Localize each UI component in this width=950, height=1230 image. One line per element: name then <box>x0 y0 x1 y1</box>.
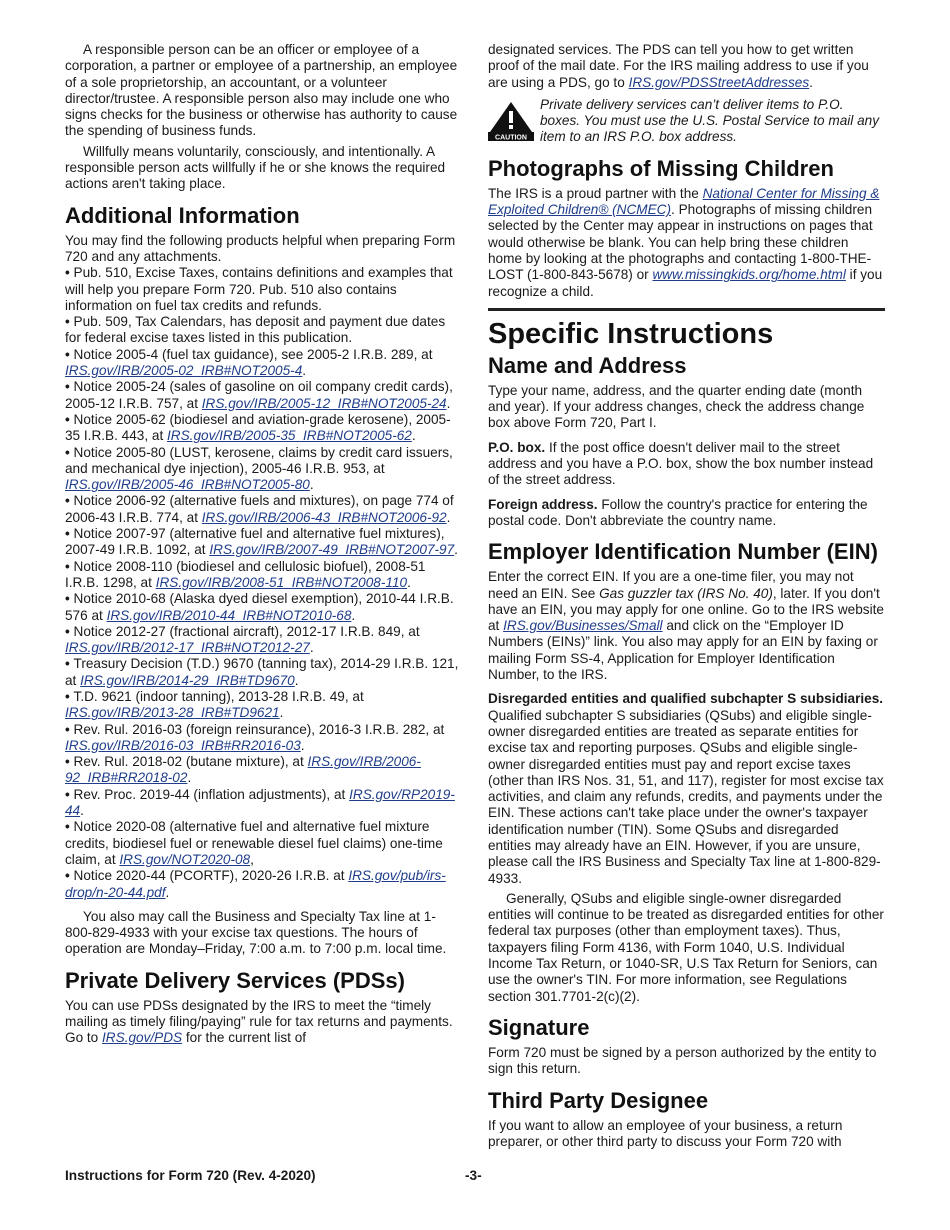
page-footer <box>65 1168 885 1183</box>
ein-paragraph: Enter the correct EIN. If you are a one-time filer, you may not need an EIN. See Gas guzzler tax (IRS No. 40), later. If you don't have an EIN, you may apply for one online. Go to the IRS website at IRS.gov/Businesses/Small and click on the “Employer ID Numbers (EINs)” link. You also may apply for an EIN by faxing or mailing Form SS-4, Application for Employer Identification Number, to the IRS. <box>488 569 884 683</box>
list-item: • Notice 2020-08 (alternative fuel and alternative fuel mixture credits, biodiesel fuel or renewable diesel fuel claims) one-time claim, at IRS.gov/NOT2020-08, <box>65 819 443 867</box>
bullet-icon: • <box>65 868 74 884</box>
products-bullet-list <box>65 265 462 901</box>
page-number: -3- <box>465 1168 482 1183</box>
reference-link[interactable]: IRS.gov/IRB/2014-29_IRB#TD9670 <box>80 672 295 688</box>
reference-link[interactable]: IRS.gov/IRB/2005-12_IRB#NOT2005-24 <box>201 395 447 411</box>
call-paragraph: You also may call the Business and Specialty Tax line at 1-800-829-4933 with your excise tax questions. The hours of operation are Monday–Friday, 7:00 a.m. to 7:00 p.m. local time. <box>65 908 447 957</box>
footer-title: Instructions for Form 720 (Rev. 4-2020) <box>65 1168 316 1183</box>
bullet-icon: • <box>65 786 74 802</box>
businesses-small-link[interactable]: IRS.gov/Businesses/Small <box>503 618 663 634</box>
list-item: • Notice 2005-4 (fuel tax guidance), see 2005-2 I.R.B. 289, at IRS.gov/IRB/2005-02_IRB#NOT2005-4. <box>65 346 433 379</box>
reference-link[interactable]: IRS.gov/IRB/2007-49_IRB#NOT2007-97 <box>209 542 455 558</box>
third-party-heading: Third Party Designee <box>488 1087 709 1113</box>
reference-link[interactable]: IRS.gov/IRB/2010-44_IRB#NOT2010-68 <box>106 607 352 623</box>
willfully-paragraph: Willfully means voluntarily, consciously, and intentionally. A responsible person acts willfully if he or she knows the required actions aren't taking place. <box>65 143 446 192</box>
bullet-icon: • <box>65 493 74 509</box>
ncmec-link[interactable]: National Center for Missing & Exploited Children® (NCMEC) <box>488 185 880 218</box>
bullet-icon: • <box>65 819 74 835</box>
pds-paragraph: You can use PDSs designated by the IRS to meet the “timely mailing as timely filing/paying” rule for tax returns and payments. Go to IRS.gov/PDS for the current list of <box>65 997 453 1046</box>
bullet-icon: • <box>65 444 74 460</box>
list-item: • Notice 2012-27 (fractional aircraft), 2012-17 I.R.B. 849, at IRS.gov/IRB/2012-17_IRB#NOT2012-27. <box>65 623 420 656</box>
right-column <box>488 42 885 1150</box>
signature-paragraph: Form 720 must be signed by a person authorized by the entity to sign this return. <box>488 1044 877 1077</box>
disregarded-entities-paragraph: Disregarded entities and qualified subchapter S subsidiaries. Qualified subchapter S subsidiaries (QSubs) and eligible single-owner disregarded entities are treated as separate entities for excise tax and reporting purposes. QSubs and eligible single-owner disregarded entities must pay and report excise taxes (other than IRS Nos. 31, 51, and 117), register for most excise tax activities, and claim any refunds, credits, and payments under the EIN. These actions can't take place under the owner's taxpayer identification number (TIN). Some QSubs and disregarded entities may already have an EIN. However, if you are unsure, please call the IRS Business and Specialty Tax line at 1-800-829-4933. <box>488 691 884 886</box>
list-item: • Pub. 509, Tax Calendars, has deposit and payment due dates for federal excise taxes listed in this publication. <box>65 314 446 346</box>
list-item: • Treasury Decision (T.D.) 9670 (tanning tax), 2014-29 I.R.B. 121, at IRS.gov/IRB/2014-29_IRB#TD9670. <box>65 656 459 688</box>
responsible-person-paragraph: A responsible person can be an officer or employee of a corporation, a partner or employee of a partnership, an employee of a sole proprietorship, an accountant, or a volunteer director/trustee. A responsible person also may include one who signs checks for the business or otherwise has authority to cause the spending of business funds. <box>65 42 458 139</box>
bullet-icon: • <box>65 314 74 330</box>
bullet-icon: • <box>65 754 74 770</box>
pds-street-addresses-link[interactable]: IRS.gov/PDSStreetAddresses <box>628 74 810 90</box>
pds-heading: Private Delivery Services (PDSs) <box>65 967 405 993</box>
missing-children-heading: Photographs of Missing Children <box>488 155 834 181</box>
additional-information-heading: Additional Information <box>65 202 300 228</box>
reference-link[interactable]: IRS.gov/IRB/2006-43_IRB#NOT2006-92 <box>201 509 447 525</box>
list-item: • Notice 2005-80 (LUST, kerosene, claims by credit card issuers, and mechanical dye injection), 2005-46 I.R.B. 953, at IRS.gov/IRB/2005-46_IRB#NOT2005-80. <box>65 444 453 493</box>
bullet-icon: • <box>65 411 74 427</box>
reference-link[interactable]: IRS.gov/pub/irs-drop/n-20-44.pdf <box>65 868 446 900</box>
reference-link[interactable]: IRS.gov/IRB/2008-51_IRB#NOT2008-110 <box>155 574 408 590</box>
bullet-icon: • <box>65 558 74 574</box>
reference-link[interactable]: IRS.gov/IRB/2013-28_IRB#TD9621 <box>65 705 280 721</box>
reference-link[interactable]: IRS.gov/IRB/2012-17_IRB#NOT2012-27 <box>65 640 310 656</box>
list-item: • Rev. Proc. 2019-44 (inflation adjustments), at IRS.gov/RP2019-44. <box>65 786 455 819</box>
reference-link[interactable]: IRS.gov/IRB/2005-35_IRB#NOT2005-62 <box>167 428 412 444</box>
caution-note <box>488 97 885 146</box>
reference-link[interactable]: IRS.gov/RP2019-44 <box>65 786 455 819</box>
pds-link[interactable]: IRS.gov/PDS <box>102 1030 183 1046</box>
bullet-icon: • <box>65 623 74 639</box>
third-party-paragraph: If you want to allow an employee of your business, a return preparer, or other third party to discuss your Form 720 with <box>488 1117 843 1149</box>
pds-continued-paragraph: designated services. The PDS can tell you how to get written proof of the mail date. For the IRS mailing address to use if you are using a PDS, go to IRS.gov/PDSStreetAddresses. <box>488 42 869 90</box>
specific-instructions-heading: Specific Instructions <box>488 317 774 350</box>
list-item: • T.D. 9621 (indoor tanning), 2013-28 I.R.B. 49, at IRS.gov/IRB/2013-28_IRB#TD9621. <box>65 688 364 721</box>
bullet-icon: • <box>65 721 74 737</box>
products-paragraph: You may find the following products helpful when preparing Form 720 and any attachments. <box>65 232 456 264</box>
bullet-icon: • <box>65 346 74 362</box>
missingkids-link[interactable]: www.missingkids.org/home.html <box>652 267 846 283</box>
po-box-paragraph: P.O. box. If the post office doesn't deliver mail to the street address and you have a P.O. box, show the box number instead of the street address. <box>488 439 874 488</box>
bullet-icon: • <box>65 379 74 395</box>
caution-label: CAUTION <box>495 134 527 141</box>
caution-icon <box>488 101 534 141</box>
bullet-icon: • <box>65 591 74 607</box>
bullet-icon: • <box>65 688 74 704</box>
caution-text: Private delivery services can’t deliver items to P.O. boxes. You must use the U.S. Postal Service to mail any item to an IRS P.O. box address. <box>540 96 880 145</box>
signature-heading: Signature <box>488 1014 590 1040</box>
list-item: • Notice 2006-92 (alternative fuels and mixtures), on page 774 of 2006-43 I.R.B. 774, at IRS.gov/IRB/2006-43_IRB#NOT2006-92. <box>65 493 454 525</box>
bullet-icon: • <box>65 656 74 672</box>
foreign-address-paragraph: Foreign address. Follow the country's practice for entering the postal code. Don't abbreviate the country name. <box>488 496 868 528</box>
generally-paragraph: Generally, QSubs and eligible single-owner disregarded entities will continue to be treated as disregarded entities for other federal tax purposes (other than employment taxes). Thus, taxpayers filing Form 4136, with Form 1040, U.S. Individual Income Tax Return, or 1040-SR, U.S Tax Return for Seniors, can use the owner's TIN. For more information, see Regulations section 301.7701-2(c)(2). <box>488 890 884 1004</box>
list-item: • Pub. 510, Excise Taxes, contains definitions and examples that will help you prepare Form 720. Pub. 510 also contains information on fuel tax credits and refunds. <box>65 265 453 313</box>
list-item: • Notice 2007-97 (alternative fuel and alternative fuel mixtures), 2007-49 I.R.B. 1092, at IRS.gov/IRB/2007-49_IRB#NOT2007-97. <box>65 526 458 558</box>
bullet-icon: • <box>65 265 74 281</box>
list-item: • Notice 2010-68 (Alaska dyed diesel exemption), 2010-44 I.R.B. 576 at IRS.gov/IRB/2010-44_IRB#NOT2010-68. <box>65 591 454 623</box>
list-item: • Notice 2020-44 (PCORTF), 2020-26 I.R.B. at IRS.gov/pub/irs-drop/n-20-44.pdf. <box>65 868 446 900</box>
reference-link[interactable]: IRS.gov/IRB/2016-03_IRB#RR2016-03 <box>65 737 301 753</box>
reference-link[interactable]: IRS.gov/IRB/2005-46_IRB#NOT2005-80 <box>65 477 310 493</box>
name-address-heading: Name and Address <box>488 352 687 378</box>
missing-children-paragraph: The IRS is a proud partner with the National Center for Missing & Exploited Children® (NCMEC). Photographs of missing children selected by the Center may appear in instructions on pages that would otherwise be blank. You can help bring these children home by looking at the photographs and contacting 1-800-THE-LOST (1-800-843-5678) or www.missingkids.org/home.html if you recognize a child. <box>488 185 883 299</box>
list-item: • Notice 2005-62 (biodiesel and aviation-grade kerosene), 2005-35 I.R.B. 443, at IRS.gov/IRB/2005-35_IRB#NOT2005-62. <box>65 411 451 444</box>
name-address-paragraph: Type your name, address, and the quarter ending date (month and year). If your address changes, check the address change box above Form 720, Part I. <box>488 382 865 431</box>
list-item: • Notice 2008-110 (biodiesel and cellulosic biofuel), 2008-51 I.R.B. 1298, at IRS.gov/IRB/2008-51_IRB#NOT2008-110. <box>65 558 426 590</box>
reference-link[interactable]: IRS.gov/IRB/2006-92_IRB#RR2018-02 <box>65 754 421 786</box>
bullet-icon: • <box>65 526 74 542</box>
list-item: • Rev. Rul. 2018-02 (butane mixture), at IRS.gov/IRB/2006-92_IRB#RR2018-02. <box>65 754 421 786</box>
list-item: • Notice 2005-24 (sales of gasoline on oil company credit cards), 2005-12 I.R.B. 757, at IRS.gov/IRB/2005-12_IRB#NOT2005-24. <box>65 379 453 411</box>
left-column <box>65 42 462 1047</box>
section-divider <box>488 308 885 311</box>
reference-link[interactable]: IRS.gov/NOT2020-08 <box>119 851 251 867</box>
list-item: • Rev. Rul. 2016-03 (foreign reinsurance), 2016-3 I.R.B. 282, at IRS.gov/IRB/2016-03_IRB#RR2016-03. <box>65 721 445 753</box>
reference-link[interactable]: IRS.gov/IRB/2005-02_IRB#NOT2005-4 <box>65 363 303 379</box>
ein-heading: Employer Identification Number (EIN) <box>488 539 878 565</box>
